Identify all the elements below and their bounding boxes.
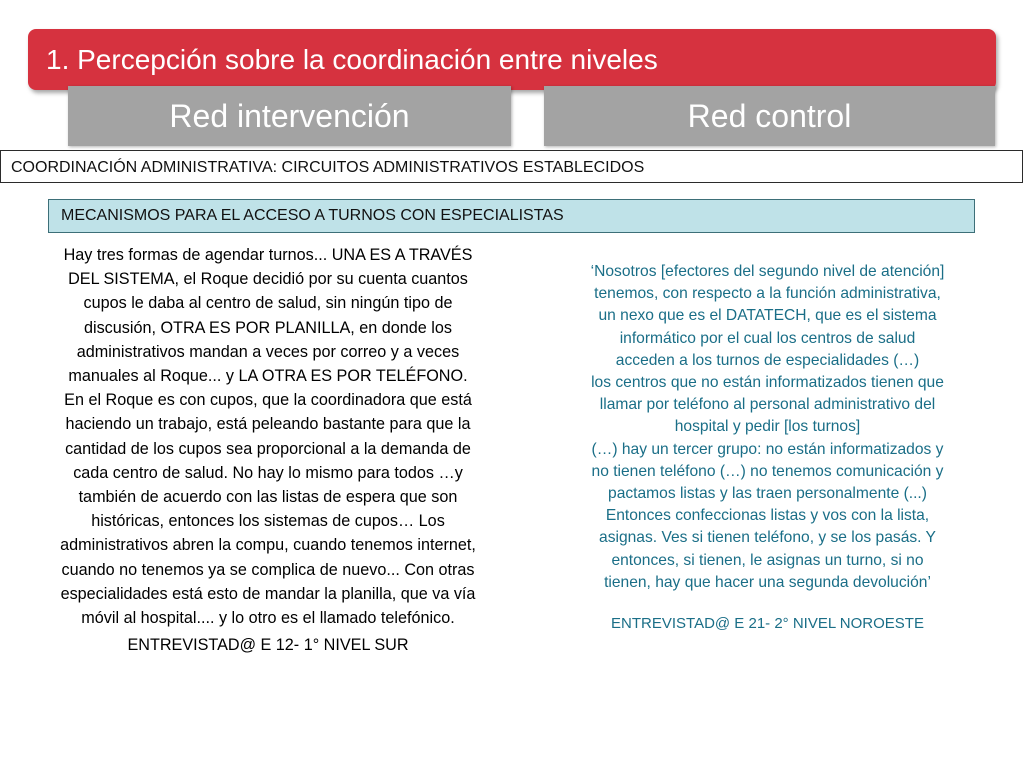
right-quote-line: no tienen teléfono (…) no tenemos comunicación y bbox=[591, 462, 944, 480]
right-quote-line: tienen, hay que hacer una segunda devolución’ bbox=[604, 573, 931, 591]
title-bar bbox=[28, 29, 996, 90]
right-quote bbox=[549, 261, 986, 594]
right-quote-line: hospital y pedir [los turnos] bbox=[674, 418, 861, 436]
left-quote-source: ENTREVISTAD@ E 12- 1° NIVEL SUR bbox=[127, 636, 409, 654]
left-quote-line: discusión, OTRA ES POR PLANILLA, en donde los bbox=[83, 318, 452, 337]
left-quote-line: cantidad de los cupos sea proporcional a la demanda de bbox=[65, 439, 471, 458]
coordination-box: COORDINACIÓN ADMINISTRATIVA: CIRCUITOS ADMINISTRATIVOS ESTABLECIDOS bbox=[0, 150, 1023, 183]
left-quote-line: también de acuerdo con las listas de espera que son bbox=[78, 488, 458, 507]
left-quote bbox=[6, 243, 530, 630]
column-header-right: Red control bbox=[544, 86, 995, 146]
left-quote-line: manuales al Roque... y LA OTRA ES POR TELÉFONO. bbox=[68, 367, 468, 386]
column-header-left: Red intervención bbox=[68, 86, 511, 146]
right-quote-line: (…) hay un tercer grupo: no están informatizados y bbox=[591, 440, 944, 458]
mechanisms-box: MECANISMOS PARA EL ACCESO A TURNOS CON ESPECIALISTAS bbox=[48, 199, 975, 233]
left-quote-line: Hay tres formas de agendar turnos... UNA ES A TRAVÉS bbox=[63, 246, 473, 264]
left-quote-line: especialidades está esto de mandar la planilla, que va vía bbox=[60, 584, 476, 603]
left-quote-line: móvil al hospital.... y lo otro es el llamado telefónico. bbox=[81, 609, 455, 628]
left-quote-line: cupos le daba al centro de salud, sin ningún tipo de bbox=[83, 294, 453, 313]
left-quote-line: cuando no tenemos ya se complica de nuevo... Con otras bbox=[61, 560, 475, 579]
left-quote-line: administrativos abren la compu, cuando tenemos internet, bbox=[60, 536, 476, 555]
right-quote-line: Entonces confeccionas listas y vos con la lista, bbox=[605, 507, 930, 525]
left-quote-line: DEL SISTEMA, el Roque decidió por su cuenta cuantos bbox=[68, 270, 468, 289]
left-quote-line: administrativos mandan a veces por correo y a veces bbox=[76, 342, 460, 361]
right-quote-line: pactamos listas y las traen personalmente (...) bbox=[608, 485, 927, 503]
right-quote-line: tenemos, con respecto a la función administrativa, bbox=[594, 285, 941, 303]
right-quote-source: ENTREVISTAD@ E 21- 2° NIVEL NOROESTE bbox=[611, 615, 924, 632]
right-quote-line: ‘Nosotros [efectores del segundo nivel de atención] bbox=[590, 263, 945, 280]
left-quote-line: En el Roque es con cupos, que la coordinadora que está bbox=[64, 391, 472, 410]
right-quote-line: informático por el cual los centros de salud bbox=[619, 329, 916, 347]
left-quote-line: cada centro de salud. No hay lo mismo para todos …y bbox=[73, 463, 463, 482]
right-quote-line: entonces, si tienen, le asignas un turno, si no bbox=[611, 551, 924, 569]
right-quote-line: asignas. Ves si tienen teléfono, y se los pasás. Y bbox=[599, 529, 936, 547]
right-quote-line: los centros que no están informatizados tienen que bbox=[591, 374, 944, 392]
right-quote-line: llamar por teléfono al personal administrativo del bbox=[599, 396, 936, 414]
right-quote-line: un nexo que es el DATATECH, que es el sistema bbox=[598, 307, 937, 325]
left-quote-line: históricas, entonces los sistemas de cupos… Los bbox=[91, 512, 445, 531]
left-quote-line: haciendo un trabajo, está peleando bastante para que la bbox=[65, 415, 471, 434]
right-quote-line: acceden a los turnos de especialidades (…) bbox=[615, 351, 920, 369]
slide-title: 1. Percepción sobre la coordinación entre niveles bbox=[46, 44, 658, 75]
